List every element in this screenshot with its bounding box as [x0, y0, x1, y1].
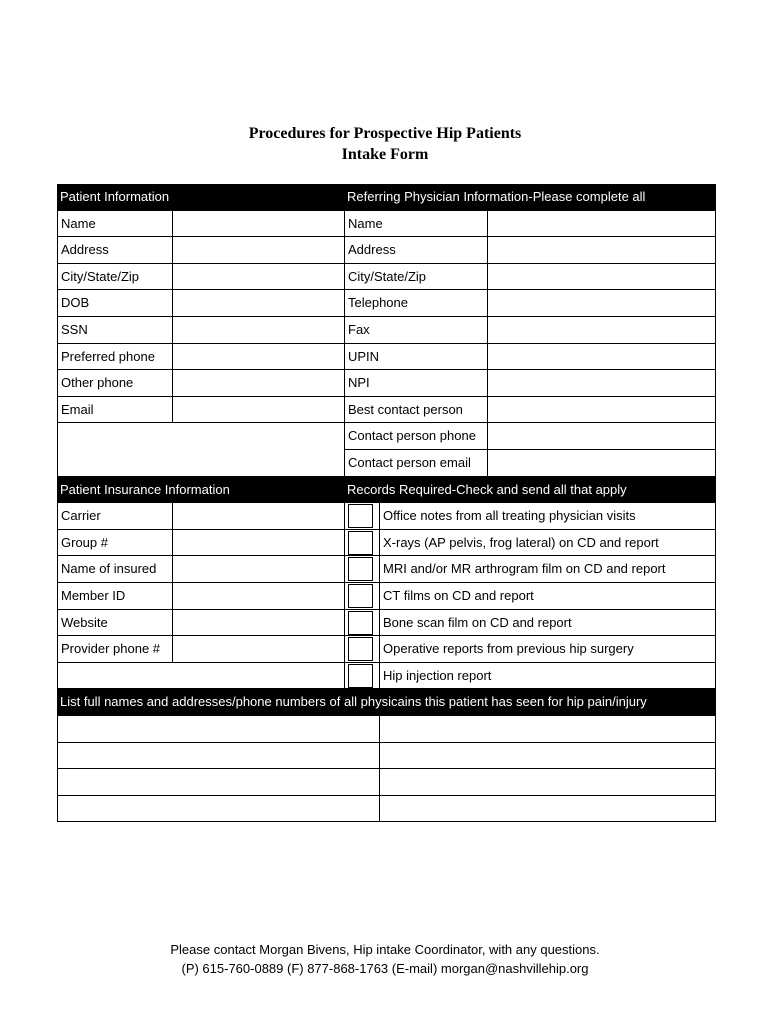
physician-name-input[interactable] — [57, 769, 379, 796]
referring-field-input[interactable] — [487, 317, 716, 344]
referring-field-input[interactable] — [487, 264, 716, 291]
patient-field-input[interactable] — [172, 344, 344, 371]
form-row — [57, 556, 716, 583]
insurance-field-label: Group # — [57, 530, 172, 557]
referring-field-label: Best contact person — [344, 397, 487, 424]
blank-cell — [57, 663, 344, 690]
form-row — [57, 237, 716, 264]
insurance-field-input[interactable] — [172, 610, 344, 637]
insurance-field-input[interactable] — [172, 556, 344, 583]
form-row — [57, 503, 716, 530]
form-row — [57, 317, 716, 344]
patient-field-label: City/State/Zip — [57, 264, 172, 291]
patient-field-input[interactable] — [172, 397, 344, 424]
referring-field-input[interactable] — [487, 211, 716, 238]
page-subtitle: Intake Form — [341, 146, 429, 163]
form-row — [57, 264, 716, 291]
referring-field-label: Contact person email — [344, 450, 487, 477]
record-checkbox[interactable] — [348, 637, 373, 661]
physician-row — [57, 743, 716, 770]
form-row — [57, 610, 716, 637]
physician-contact-input[interactable] — [379, 769, 716, 796]
referring-field-label: Contact person phone — [344, 423, 487, 450]
physician-name-input[interactable] — [57, 716, 379, 743]
insurance-header: Patient Insurance Information — [60, 481, 230, 497]
referring-field-label: Name — [344, 211, 487, 238]
form-row — [57, 663, 716, 690]
form-row — [57, 450, 716, 477]
patient-field-input[interactable] — [172, 264, 344, 291]
referring-field-input[interactable] — [487, 370, 716, 397]
patient-field-input[interactable] — [172, 211, 344, 238]
referring-field-label: UPIN — [344, 344, 487, 371]
physician-row — [57, 769, 716, 796]
insurance-field-label: Provider phone # — [57, 636, 172, 663]
insurance-field-label: Member ID — [57, 583, 172, 610]
blank-cell — [57, 423, 344, 450]
form-row — [57, 636, 716, 663]
referring-field-input[interactable] — [487, 237, 716, 264]
patient-field-input[interactable] — [172, 370, 344, 397]
record-item-label: CT films on CD and report — [379, 583, 716, 610]
physician-name-input[interactable] — [57, 743, 379, 770]
patient-field-label: Name — [57, 211, 172, 238]
referring-physician-header: Referring Physician Information-Please complete all — [347, 189, 646, 204]
patient-field-label: SSN — [57, 317, 172, 344]
insurance-field-input[interactable] — [172, 583, 344, 610]
section-header-patient-referring — [57, 184, 716, 211]
form-row — [57, 583, 716, 610]
patient-field-label: Email — [57, 397, 172, 424]
form-row — [57, 211, 716, 238]
referring-field-label: City/State/Zip — [344, 264, 487, 291]
patient-field-input[interactable] — [172, 290, 344, 317]
physician-row — [57, 796, 716, 823]
physician-contact-input[interactable] — [379, 716, 716, 743]
physician-contact-input[interactable] — [379, 743, 716, 770]
physicians-header: List full names and addresses/phone numbers of all physicains this patient has seen for hip pain/injury — [60, 694, 647, 710]
record-checkbox[interactable] — [348, 531, 373, 555]
physician-row — [57, 716, 716, 743]
record-item-label: Operative reports from previous hip surgery — [379, 636, 716, 663]
insurance-field-input[interactable] — [172, 636, 344, 663]
form-row — [57, 344, 716, 371]
insurance-field-label: Website — [57, 610, 172, 637]
footer-contact-details: (P) 615-760-0889 (F) 877-868-1763 (E-mail) morgan@nashvillehip.org — [181, 961, 589, 976]
record-checkbox[interactable] — [348, 611, 373, 635]
section-header-physicians — [57, 689, 716, 716]
record-item-label: Office notes from all treating physician visits — [379, 503, 716, 530]
referring-field-label: Address — [344, 237, 487, 264]
patient-field-label: DOB — [57, 290, 172, 317]
patient-field-input[interactable] — [172, 237, 344, 264]
form-row — [57, 290, 716, 317]
referring-field-label: NPI — [344, 370, 487, 397]
footer-contact-line: Please contact Morgan Bivens, Hip intake Coordinator, with any questions. — [170, 942, 600, 957]
insurance-field-input[interactable] — [172, 503, 344, 530]
form-row — [57, 423, 716, 450]
referring-field-input[interactable] — [487, 290, 716, 317]
record-item-label: Hip injection report — [379, 663, 716, 690]
record-item-label: MRI and/or MR arthrogram film on CD and report — [379, 556, 716, 583]
record-checkbox[interactable] — [348, 557, 373, 581]
patient-field-input[interactable] — [172, 317, 344, 344]
insurance-field-label: Name of insured — [57, 556, 172, 583]
form-row — [57, 397, 716, 424]
section-header-insurance-records — [57, 477, 716, 504]
form-row — [57, 370, 716, 397]
referring-field-label: Telephone — [344, 290, 487, 317]
page-title: Procedures for Prospective Hip Patients — [248, 125, 522, 142]
physician-contact-input[interactable] — [379, 796, 716, 823]
records-header: Records Required-Check and send all that apply — [347, 481, 627, 497]
record-checkbox[interactable] — [348, 664, 373, 688]
insurance-field-input[interactable] — [172, 530, 344, 557]
record-checkbox[interactable] — [348, 504, 373, 528]
patient-field-label: Address — [57, 237, 172, 264]
patient-field-label: Other phone — [57, 370, 172, 397]
insurance-field-label: Carrier — [57, 503, 172, 530]
form-row — [57, 530, 716, 557]
referring-field-input[interactable] — [487, 344, 716, 371]
referring-field-input[interactable] — [487, 423, 716, 450]
patient-field-label: Preferred phone — [57, 344, 172, 371]
record-item-label: Bone scan film on CD and report — [379, 610, 716, 637]
record-checkbox[interactable] — [348, 584, 373, 608]
referring-field-input[interactable] — [487, 450, 716, 477]
referring-field-input[interactable] — [487, 397, 716, 424]
referring-field-label: Fax — [344, 317, 487, 344]
blank-cell — [57, 450, 344, 477]
physician-name-input[interactable] — [57, 796, 379, 823]
intake-form-table — [57, 184, 716, 823]
record-item-label: X-rays (AP pelvis, frog lateral) on CD and report — [379, 530, 716, 557]
patient-info-header: Patient Information — [60, 189, 170, 204]
